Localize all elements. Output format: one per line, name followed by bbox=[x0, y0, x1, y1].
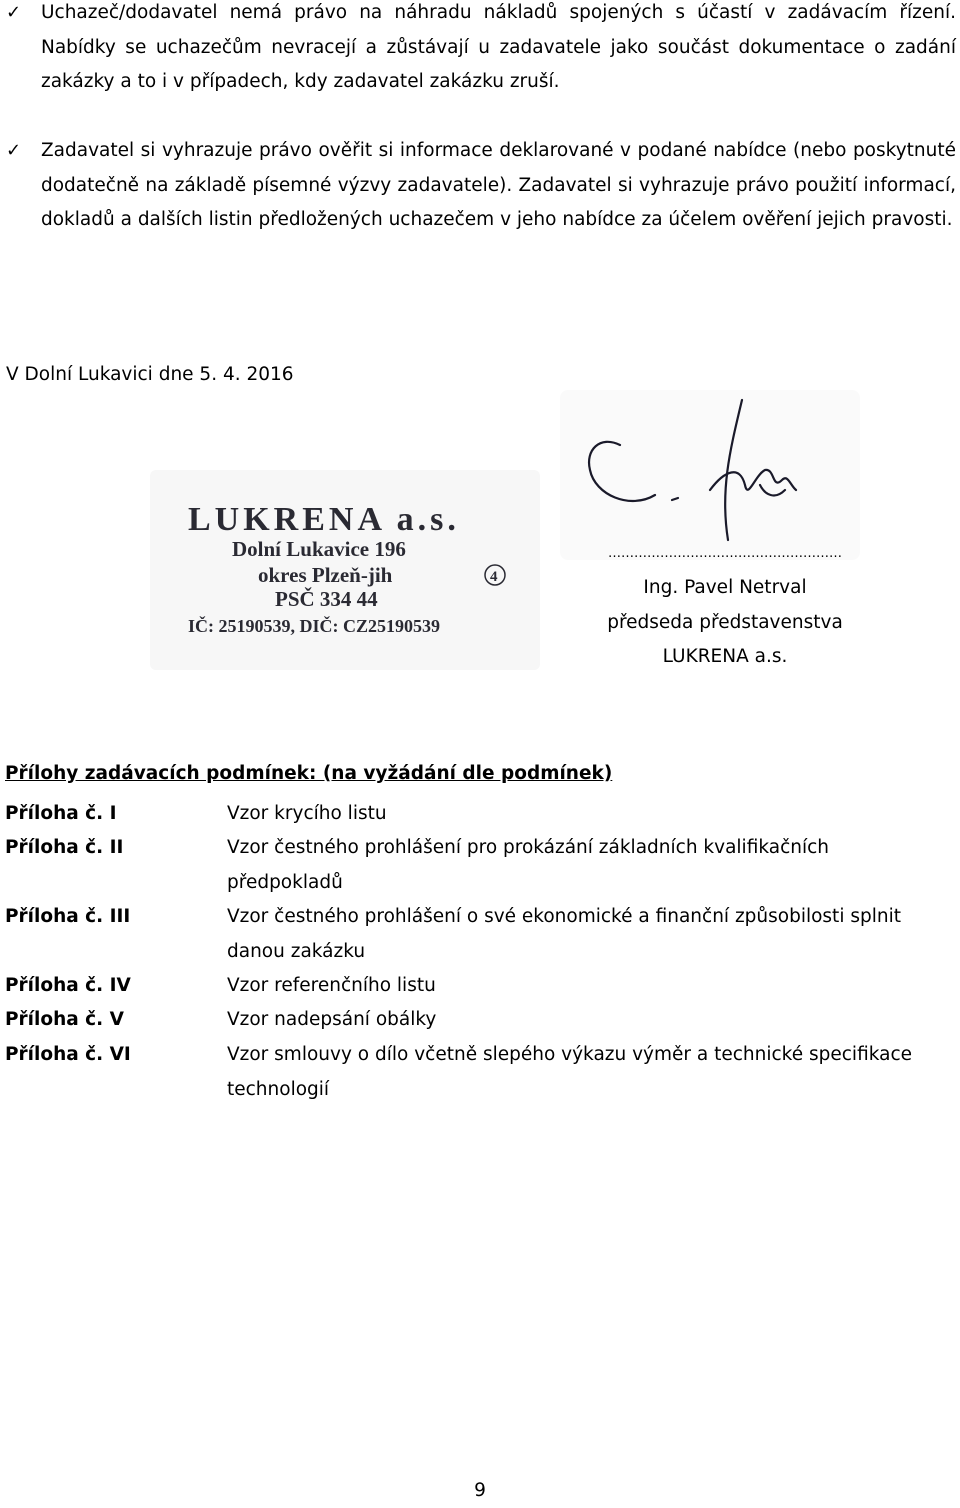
signatory-name: Ing. Pavel Netrval bbox=[643, 577, 807, 598]
attachment-row bbox=[5, 900, 955, 969]
attachment-row bbox=[5, 831, 955, 900]
svg-text:okres Plzeň-jih: okres Plzeň-jih bbox=[258, 563, 393, 587]
attachment-description: Vzor nadepsání obálky bbox=[227, 1009, 437, 1030]
svg-text:PSČ 334 44: PSČ 334 44 bbox=[275, 587, 378, 611]
attachment-description: Vzor referenčního listu bbox=[227, 975, 436, 996]
signatory-company: LUKRENA a.s. bbox=[662, 646, 788, 667]
checkmark-icon: ✓ bbox=[6, 140, 22, 161]
attachment-description: Vzor krycího listu bbox=[227, 803, 387, 824]
svg-text:IČ: 25190539, DIČ: CZ25190539: IČ: 25190539, DIČ: CZ25190539 bbox=[188, 616, 440, 636]
attachment-row bbox=[5, 1003, 955, 1038]
svg-text:LUKRENA a.s.: LUKRENA a.s. bbox=[188, 501, 460, 538]
svg-text:Dolní Lukavice 196: Dolní Lukavice 196 bbox=[232, 537, 406, 561]
attachment-row bbox=[5, 1038, 955, 1107]
attachment-label: Příloha č. VI bbox=[5, 1044, 131, 1065]
place-date: V Dolní Lukavici dne 5. 4. 2016 bbox=[6, 364, 294, 385]
svg-text:4: 4 bbox=[490, 569, 498, 585]
bullet-item bbox=[6, 134, 956, 238]
bullet-text: Uchazeč/dodavatel nemá právo na náhradu nákladů spojených s účastí v zadávacím řízení. Nabídky se uchazečům nevracejí a zůstávají u zadavatele jako součást dokumentace o zadání zakázky a to i v případech, kdy zadavatel zakázku zruší. bbox=[41, 2, 956, 92]
attachment-label: Příloha č. III bbox=[5, 906, 131, 927]
signature-line: ……………………………………………… bbox=[608, 546, 842, 561]
attachment-row bbox=[5, 969, 955, 1004]
attachment-label: Příloha č. II bbox=[5, 837, 124, 858]
page-number: 9 bbox=[474, 1480, 486, 1501]
signatory-block bbox=[555, 537, 895, 675]
handwritten-signature bbox=[560, 390, 860, 560]
attachments-heading: Přílohy zadávacích podmínek: (na vyžádání dle podmínek) bbox=[5, 763, 613, 784]
bullet-item bbox=[6, 0, 956, 100]
checkmark-icon: ✓ bbox=[6, 2, 22, 23]
signatory-role: předseda představenstva bbox=[607, 611, 843, 633]
attachment-label: Příloha č. V bbox=[5, 1009, 124, 1030]
bullet-text: Zadavatel si vyhrazuje právo ověřit si informace deklarované v podané nabídce (nebo poskytnuté dodatečně na základě písemné výzvy zadavatele). Zadavatel si vyhrazuje právo použití informací, dokladů a dalších listin předložených uchazečem v jeho nabídce za účelem ověření jejich pravosti. bbox=[41, 140, 956, 230]
attachment-description: Vzor čestného prohlášení pro prokázání základních kvalifikačních předpokladů bbox=[227, 837, 830, 893]
attachment-label: Příloha č. IV bbox=[5, 975, 131, 996]
company-stamp bbox=[150, 470, 540, 670]
attachment-description: Vzor smlouvy o dílo včetně slepého výkazu výměr a technické specifikace technologií bbox=[227, 1044, 912, 1100]
attachment-description: Vzor čestného prohlášení o své ekonomické a finanční způsobilosti splnit danou zakázku bbox=[227, 906, 901, 962]
attachment-label: Příloha č. I bbox=[5, 803, 117, 824]
attachment-row bbox=[5, 797, 955, 832]
